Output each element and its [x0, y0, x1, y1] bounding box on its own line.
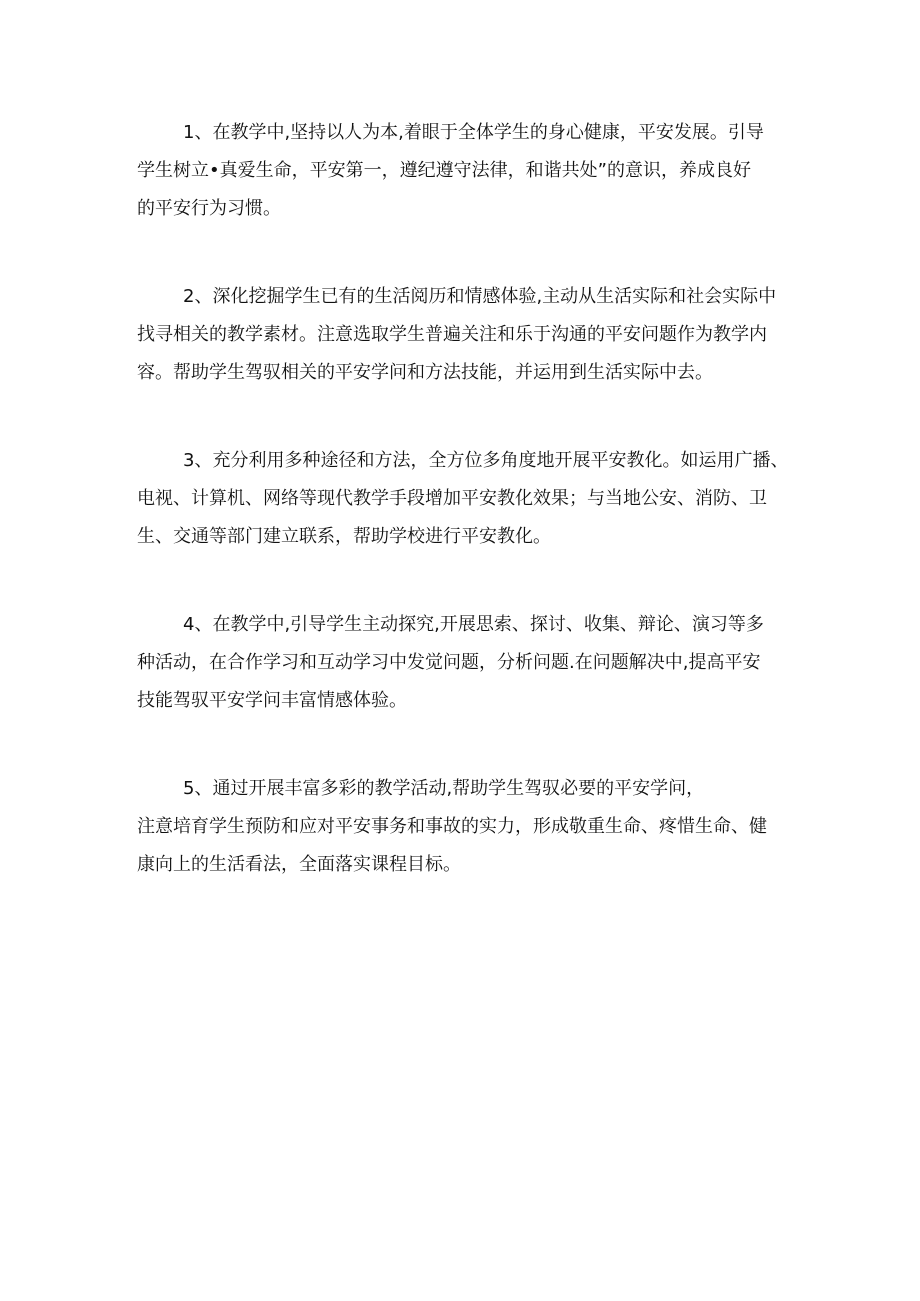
- paragraph-line: 电视、计算机、网络等现代教学手段增加平安教化效果；与当地公安、消防、卫: [137, 488, 767, 509]
- paragraph-line: 4、在教学中,引导学生主动探究,开展思索、探讨、收集、辩论、演习等多: [183, 614, 764, 635]
- paragraph-line: 注意培育学生预防和应对平安事务和事故的实力，形成敬重生命、疼惜生命、健: [137, 816, 767, 837]
- paragraph-5: [137, 770, 797, 884]
- paragraph-line: 种活动，在合作学习和互动学习中发觉问题，分析问题.在问题解决中,提高平安: [137, 652, 761, 673]
- paragraph-line: 生、交通等部门建立联系，帮助学校进行平安教化。: [137, 526, 551, 547]
- paragraph-line: 学生树立•真爱生命，平安第一，遵纪遵守法律，和谐共处”的意识，养成良好: [137, 160, 751, 181]
- paragraph-line: 2、深化挖掘学生已有的生活阅历和情感体验,主动从生活实际和社会实际中: [183, 286, 777, 307]
- paragraph-line: 康向上的生活看法，全面落实课程目标。: [137, 854, 461, 875]
- paragraph-line: 的平安行为习惯。: [137, 198, 281, 219]
- paragraph-1: [137, 114, 797, 228]
- paragraph-4: [137, 606, 797, 720]
- document-body: [137, 114, 797, 934]
- paragraph-line: 找寻相关的教学素材。注意选取学生普遍关注和乐于沟通的平安问题作为教学内: [137, 324, 767, 345]
- paragraph-2: [137, 278, 797, 392]
- paragraph-line: 技能驾驭平安学问丰富情感体验。: [137, 690, 407, 711]
- paragraph-3: [137, 442, 797, 556]
- paragraph-line: 容。帮助学生驾驭相关的平安学问和方法技能，并运用到生活实际中去。: [137, 362, 713, 383]
- paragraph-line: 3、充分利用多种途径和方法，全方位多角度地开展平安教化。如运用广播、: [183, 450, 789, 471]
- paragraph-line: 1、在教学中,坚持以人为本,着眼于全体学生的身心健康，平安发展。引导: [183, 122, 764, 143]
- paragraph-line: 5、通过开展丰富多彩的教学活动,帮助学生驾驭必要的平安学问，: [183, 778, 705, 799]
